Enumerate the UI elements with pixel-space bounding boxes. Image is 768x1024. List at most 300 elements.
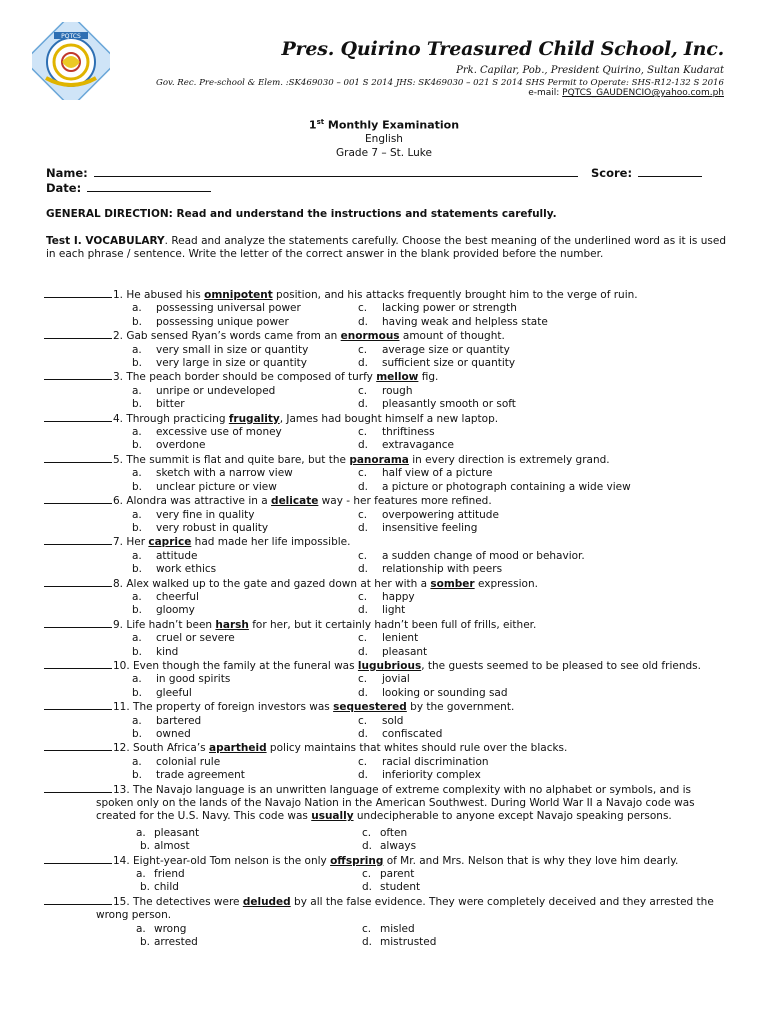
question-text: position, and his attacks frequently brought him to the verge of ruin. [272, 289, 638, 301]
option-letter: c. [362, 826, 372, 839]
option-letter: c. [358, 714, 368, 727]
option-letter: b. [132, 686, 143, 699]
answer-option[interactable] [136, 840, 362, 853]
answer-blank[interactable] [44, 618, 112, 628]
option-text: bitter [156, 398, 185, 411]
answer-option[interactable] [132, 522, 358, 535]
answer-option[interactable] [362, 881, 662, 894]
answer-option[interactable] [132, 357, 358, 370]
option-letter: b. [132, 728, 143, 740]
option-text: racial discrimination [382, 755, 489, 768]
answer-option[interactable] [358, 604, 658, 617]
option-text: trade agreement [156, 769, 245, 782]
answer-blank[interactable] [44, 854, 112, 864]
exam-title [0, 118, 768, 132]
general-direction: GENERAL DIRECTION: Read and understand the instructions and statements carefully. [46, 208, 557, 220]
question-item [44, 453, 726, 494]
school-name: Pres. Quirino Treasured Child School, Inc. [281, 38, 724, 60]
option-text: possessing unique power [156, 315, 289, 328]
answer-option[interactable] [358, 426, 658, 439]
answer-option[interactable] [358, 385, 658, 398]
underlined-keyword: mellow [376, 371, 419, 384]
answer-options [132, 756, 726, 783]
question-item [44, 329, 726, 370]
answer-blank[interactable] [44, 329, 112, 339]
answer-option[interactable] [362, 840, 662, 853]
question-text: policy maintains that whites should rule over the blacks. [266, 742, 568, 755]
option-letter: a. [132, 343, 142, 356]
date-label: Date: [46, 181, 82, 195]
option-text: extravagance [382, 439, 454, 452]
answer-option[interactable] [362, 936, 662, 949]
answer-option[interactable] [358, 550, 658, 563]
answer-option[interactable] [136, 923, 362, 936]
option-text: sold [382, 714, 404, 727]
underlined-keyword: offspring [330, 854, 384, 867]
question-item [44, 370, 726, 411]
question-stem [44, 412, 726, 426]
question-stem [44, 535, 726, 549]
answer-blank[interactable] [44, 535, 112, 545]
underlined-keyword: somber [430, 577, 475, 590]
answer-option[interactable] [358, 439, 658, 452]
answer-options [132, 550, 726, 577]
option-letter: b. [132, 645, 143, 658]
answer-option[interactable] [132, 316, 358, 329]
option-text: very large in size or quantity [156, 357, 307, 370]
exam-title-text: Monthly Examination [324, 118, 460, 132]
answer-options [132, 344, 726, 371]
option-text: relationship with peers [382, 563, 503, 576]
question-text: in every direction is extremely grand. [408, 453, 610, 466]
answer-option[interactable] [132, 604, 358, 617]
answer-blank[interactable] [44, 412, 112, 422]
option-letter: b. [132, 769, 143, 782]
answer-option[interactable] [132, 398, 358, 411]
option-text: very fine in quality [156, 508, 255, 521]
answer-option[interactable] [132, 467, 358, 480]
answer-option[interactable] [132, 673, 358, 686]
question-stem [44, 895, 726, 923]
question-text: had made her life impossible. [191, 536, 351, 549]
question-text: of Mr. and Mrs. Nelson that is why they love him dearly. [383, 854, 679, 867]
option-text: a sudden change of mood or behavior. [382, 549, 585, 562]
question-text: 7. Her [113, 536, 149, 549]
answer-option[interactable] [132, 646, 358, 659]
option-letter: d. [358, 357, 369, 370]
question-item [44, 854, 726, 895]
question-item [44, 741, 726, 782]
option-letter: a. [132, 426, 142, 439]
answer-options [136, 827, 726, 854]
answer-blank[interactable] [44, 494, 112, 504]
answer-option[interactable] [358, 509, 658, 522]
answer-option[interactable] [358, 687, 658, 700]
option-letter: b. [132, 563, 143, 576]
option-letter: b. [132, 398, 143, 411]
option-text: misled [380, 922, 415, 935]
option-letter: b. [132, 521, 143, 534]
answer-options [132, 591, 726, 618]
option-letter: a. [136, 922, 146, 935]
test-label: Test I. VOCABULARY [46, 235, 165, 247]
option-letter: d. [358, 315, 369, 328]
option-text: bartered [156, 714, 202, 727]
question-item [44, 412, 726, 453]
option-text: lenient [382, 632, 419, 645]
option-text: confiscated [382, 728, 443, 740]
option-text: half view of a picture [382, 467, 493, 480]
option-letter: a. [132, 508, 142, 521]
answer-blank[interactable] [44, 741, 112, 751]
question-item [44, 783, 726, 854]
option-text: almost [154, 840, 190, 853]
option-text: pleasantly smooth or soft [382, 398, 516, 411]
answer-option[interactable] [358, 673, 658, 686]
answer-option[interactable] [132, 687, 358, 700]
question-text: 8. Alex walked up to the gate and gazed down at her with a [113, 577, 431, 590]
answer-option[interactable] [132, 426, 358, 439]
name-blank[interactable] [94, 166, 578, 177]
option-text: unclear picture or view [156, 480, 277, 493]
exam-title-sup: st [316, 118, 325, 126]
answer-option[interactable] [136, 936, 362, 949]
option-letter: a. [132, 590, 142, 603]
answer-option[interactable] [358, 344, 658, 357]
question-stem [44, 854, 726, 868]
option-text: rough [382, 384, 413, 397]
option-letter: c. [358, 343, 368, 356]
question-text: 2. Gab sensed Ryan’s words came from an [113, 330, 341, 343]
score-blank[interactable] [638, 166, 702, 177]
option-text: having weak and helpless state [382, 315, 548, 328]
score-label: Score: [591, 166, 633, 180]
question-text: way - her features more refined. [318, 495, 492, 508]
answer-option[interactable] [132, 344, 358, 357]
answer-option[interactable] [132, 591, 358, 604]
option-letter: b. [132, 315, 143, 328]
option-text: sketch with a narrow view [156, 467, 293, 480]
answer-option[interactable] [358, 398, 658, 411]
answer-options [136, 868, 726, 895]
answer-option[interactable] [132, 769, 358, 782]
question-text: 11. The property of foreign investors was [113, 701, 334, 714]
answer-option[interactable] [132, 728, 358, 741]
answer-option[interactable] [358, 646, 658, 659]
option-text: possessing universal power [156, 302, 301, 315]
answer-option[interactable] [132, 563, 358, 576]
option-text: excessive use of money [156, 426, 282, 439]
answer-option[interactable] [358, 467, 658, 480]
question-text: expression. [474, 577, 538, 590]
school-address: Prk. Capilar, Pob., President Quirino, Sultan Kudarat [456, 65, 724, 76]
option-letter: d. [362, 936, 373, 949]
answer-option[interactable] [358, 756, 658, 769]
option-text: owned [156, 728, 191, 740]
question-text: 6. Alondra was attractive in a [113, 495, 272, 508]
answer-options [132, 302, 726, 329]
question-stem [44, 329, 726, 343]
answer-blank[interactable] [44, 659, 112, 669]
option-letter: d. [358, 728, 369, 740]
answer-options [136, 923, 726, 950]
option-letter: b. [140, 881, 151, 894]
question-text: 10. Even though the family at the funeral was [113, 659, 358, 672]
option-letter: d. [362, 840, 373, 853]
answer-option[interactable] [358, 302, 658, 315]
option-letter: a. [132, 302, 142, 315]
date-blank[interactable] [87, 181, 211, 192]
option-text: cruel or severe [156, 632, 235, 645]
option-letter: c. [358, 467, 368, 480]
email-label: e-mail: [528, 88, 563, 98]
question-item [44, 288, 726, 329]
option-letter: a. [132, 673, 142, 686]
question-stem [44, 453, 726, 467]
question-item [44, 577, 726, 618]
option-text: cheerful [156, 590, 199, 603]
answer-option[interactable] [132, 550, 358, 563]
option-text: thriftiness [382, 426, 435, 439]
option-text: jovial [382, 673, 410, 686]
option-letter: b. [140, 840, 151, 853]
option-text: inferiority complex [382, 769, 481, 782]
option-letter: c. [358, 549, 368, 562]
answer-options [132, 715, 726, 742]
underlined-keyword: usually [311, 810, 354, 823]
answer-options [132, 673, 726, 700]
option-letter: d. [358, 521, 369, 534]
option-text: pleasant [154, 826, 200, 839]
answer-option[interactable] [358, 563, 658, 576]
option-text: average size or quantity [382, 343, 510, 356]
option-letter: c. [358, 755, 368, 768]
option-text: student [380, 881, 421, 894]
option-text: pleasant [382, 645, 428, 658]
exam-grade: Grade 7 – St. Luke [336, 147, 432, 159]
answer-option[interactable] [358, 316, 658, 329]
option-letter: d. [358, 686, 369, 699]
government-recognition: Gov. Rec. Pre-school & Elem. :SK469030 – 001 S 2014 JHS: SK469030 – 021 S 2014 SHS Permit to Operate: SHS-R12-132 S 2016 [155, 78, 724, 88]
question-text: 13. The Navajo language is an unwritten language of extreme complexity with no alphabet or symbols, and is spoken only on the lands of the Navajo Nation in the American Southwest. During World War II a Navajo code was created for the U.S. Navy. This code was [96, 783, 695, 823]
answer-options [132, 632, 726, 659]
option-text: parent [380, 868, 415, 881]
answer-option[interactable] [136, 827, 362, 840]
option-text: colonial rule [156, 755, 221, 768]
question-text: 14. Eight-year-old Tom nelson is the only [113, 854, 331, 867]
school-logo [32, 22, 110, 100]
question-item [44, 618, 726, 659]
option-text: attitude [156, 549, 198, 562]
option-text: light [382, 604, 406, 617]
answer-option[interactable] [358, 481, 658, 494]
answer-option[interactable] [136, 881, 362, 894]
option-letter: c. [358, 508, 368, 521]
answer-option[interactable] [358, 357, 658, 370]
answer-blank[interactable] [44, 370, 112, 380]
option-text: lacking power or strength [382, 302, 517, 315]
answer-option[interactable] [362, 923, 662, 936]
answer-option[interactable] [132, 632, 358, 645]
option-letter: b. [132, 604, 143, 617]
option-letter: d. [358, 439, 369, 452]
option-letter: a. [132, 467, 142, 480]
option-letter: a. [132, 384, 142, 397]
underlined-keyword: apartheid [208, 742, 267, 755]
option-letter: b. [140, 936, 151, 949]
option-text: friend [154, 868, 185, 881]
answer-option[interactable] [358, 591, 658, 604]
option-text: work ethics [156, 563, 217, 576]
option-letter: c. [362, 868, 372, 881]
option-letter: c. [358, 632, 368, 645]
logo-text: PQTCS [61, 32, 81, 40]
answer-option[interactable] [136, 868, 362, 881]
option-letter: d. [358, 398, 369, 411]
answer-option[interactable] [132, 509, 358, 522]
underlined-keyword: deluded [242, 895, 291, 908]
option-text: overpowering attitude [382, 508, 499, 521]
option-letter: d. [358, 604, 369, 617]
question-list [44, 288, 726, 950]
option-letter: d. [358, 769, 369, 782]
answer-option[interactable] [358, 715, 658, 728]
option-text: wrong [154, 922, 187, 935]
option-letter: c. [358, 384, 368, 397]
answer-options [132, 467, 726, 494]
answer-blank[interactable] [44, 895, 112, 905]
option-text: insensitive feeling [382, 521, 478, 534]
answer-option[interactable] [358, 769, 658, 782]
question-stem [44, 618, 726, 632]
question-stem [44, 741, 726, 755]
question-stem [44, 370, 726, 384]
question-stem [44, 494, 726, 508]
option-letter: d. [362, 881, 373, 894]
option-text: a picture or photograph containing a wide view [382, 480, 631, 493]
underlined-keyword: enormous [340, 330, 400, 343]
answer-option[interactable] [132, 302, 358, 315]
answer-option[interactable] [132, 481, 358, 494]
option-text: unripe or undeveloped [156, 384, 276, 397]
question-text: 1. He abused his [113, 289, 205, 301]
option-text: looking or sounding sad [382, 686, 508, 699]
option-letter: a. [136, 826, 146, 839]
underlined-keyword: omnipotent [204, 289, 273, 301]
question-text: , James had bought himself a new laptop. [279, 412, 499, 425]
score-field [591, 166, 702, 180]
email-link[interactable]: PQTCS_GAUDENCIO@yahoo.com.ph [562, 88, 724, 98]
answer-blank[interactable] [44, 783, 112, 793]
question-item [44, 895, 726, 950]
answer-blank[interactable] [44, 700, 112, 710]
option-letter: d. [358, 480, 369, 493]
answer-option[interactable] [132, 756, 358, 769]
question-text: by all the false evidence. They were completely deceived and they arrested the wrong person. [96, 895, 714, 922]
option-letter: a. [136, 868, 146, 881]
question-text: fig. [418, 371, 439, 384]
underlined-keyword: harsh [215, 618, 249, 631]
question-text: 3. The peach border should be composed of turfy [113, 371, 377, 384]
question-text: by the government. [406, 701, 515, 714]
underlined-keyword: frugality [228, 412, 280, 425]
underlined-keyword: caprice [148, 536, 192, 549]
question-item [44, 494, 726, 535]
option-letter: d. [358, 563, 369, 576]
answer-blank[interactable] [44, 453, 112, 463]
option-text: mistrusted [380, 936, 437, 949]
option-letter: a. [132, 755, 142, 768]
option-text: very small in size or quantity [156, 343, 309, 356]
option-text: often [380, 826, 408, 839]
underlined-keyword: panorama [349, 453, 409, 466]
underlined-keyword: lugubrious [357, 659, 422, 672]
option-text: always [380, 840, 417, 853]
answer-option[interactable] [132, 715, 358, 728]
option-text: kind [156, 645, 179, 658]
school-email-line [528, 88, 724, 98]
question-stem [44, 700, 726, 714]
option-letter: b. [132, 439, 143, 452]
underlined-keyword: sequestered [333, 701, 407, 714]
option-letter: a. [132, 549, 142, 562]
answer-option[interactable] [358, 632, 658, 645]
answer-option[interactable] [132, 385, 358, 398]
answer-option[interactable] [358, 522, 658, 535]
answer-blank[interactable] [44, 288, 112, 298]
option-letter: c. [358, 673, 368, 686]
name-label: Name: [46, 166, 88, 180]
option-text: gleeful [156, 686, 192, 699]
option-text: arrested [154, 936, 198, 949]
test-instruction-text: . Read and analyze the statements carefully. Choose the best meaning of the underlined word as it is used in each phrase / sentence. Write the letter of the correct answer in the blank provided before the number. [46, 235, 727, 261]
question-item [44, 700, 726, 741]
question-stem [44, 659, 726, 673]
answer-option[interactable] [132, 439, 358, 452]
question-stem [44, 288, 726, 302]
exam-subject: English [365, 133, 403, 145]
option-letter: c. [358, 426, 368, 439]
question-text: 5. The summit is flat and quite bare, but the [113, 453, 350, 466]
answer-options [132, 509, 726, 536]
option-letter: a. [132, 714, 142, 727]
answer-blank[interactable] [44, 577, 112, 587]
question-item [44, 535, 726, 576]
question-text: for her, but it certainly hadn’t been full of frills, either. [248, 618, 537, 631]
option-letter: b. [132, 357, 143, 370]
name-field [46, 166, 578, 180]
date-field [46, 181, 211, 195]
answer-option[interactable] [358, 728, 658, 741]
question-text: 12. South Africa’s [113, 742, 209, 755]
option-letter: c. [358, 302, 368, 315]
option-letter: d. [358, 645, 369, 658]
question-stem [44, 783, 726, 824]
question-text: amount of thought. [399, 330, 505, 343]
option-text: gloomy [156, 604, 195, 617]
option-letter: b. [132, 480, 143, 493]
underlined-keyword: delicate [271, 495, 319, 508]
option-text: in good spirits [156, 673, 231, 686]
answer-option[interactable] [362, 827, 662, 840]
option-text: child [154, 881, 179, 894]
option-letter: a. [132, 632, 142, 645]
answer-options [132, 426, 726, 453]
question-text: 4. Through practicing [113, 412, 229, 425]
question-item [44, 659, 726, 700]
answer-option[interactable] [362, 868, 662, 881]
option-text: sufficient size or quantity [382, 357, 516, 370]
